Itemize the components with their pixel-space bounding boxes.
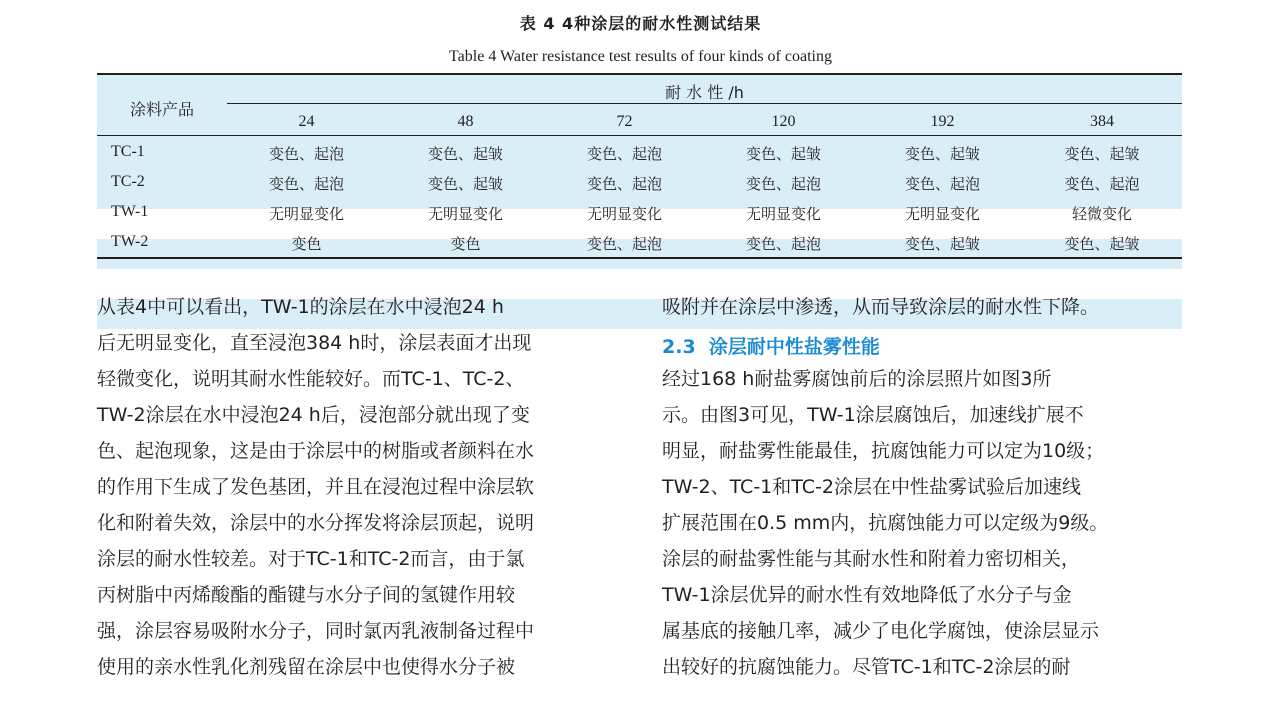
paragraph-line: TW-2涂层在水中浸泡24 h后，浸泡部分就出现了变 bbox=[97, 404, 530, 426]
paragraph-line: 示。由图3可见，TW-1涂层腐蚀后，加速线扩展不 bbox=[662, 404, 1084, 426]
header-hour: 72 bbox=[616, 113, 633, 130]
paragraph-line: 丙树脂中丙烯酸酯的酯键与水分子间的氢键作用较 bbox=[97, 584, 516, 606]
table-cell: 无明显变化 bbox=[745, 205, 821, 223]
table-cell: 变色、起泡 bbox=[904, 175, 980, 193]
paragraph-line: 后无明显变化，直至浸泡384 h时，涂层表面才出现 bbox=[97, 332, 532, 354]
section-heading bbox=[662, 332, 880, 359]
paragraph-line: 色、起泡现象，这是由于涂层中的树脂或者颜料在水 bbox=[97, 440, 535, 462]
table-cell: 变色、起皱 bbox=[904, 145, 980, 163]
header-hour: 192 bbox=[930, 113, 955, 130]
table-cell: 变色、起泡 bbox=[745, 235, 821, 253]
row-label: TC-2 bbox=[111, 173, 145, 190]
paragraph-line: 使用的亲水性乳化剂残留在涂层中也使得水分子被 bbox=[97, 656, 516, 678]
row-label: TW-1 bbox=[111, 203, 149, 220]
section-title: 涂层耐中性盐雾性能 bbox=[708, 336, 880, 358]
paragraph-line: 涂层的耐盐雾性能与其耐水性和附着力密切相关， bbox=[662, 548, 1081, 570]
paragraph-line: 强，涂层容易吸附水分子，同时氯丙乳液制备过程中 bbox=[97, 620, 535, 642]
table-cell: 变色、起泡 bbox=[586, 145, 662, 163]
header-hour: 48 bbox=[457, 113, 474, 130]
row-label: TC-1 bbox=[111, 143, 145, 160]
table-cell: 变色 bbox=[450, 235, 481, 253]
table-title-cn: 表 4 4种涂层的耐水性测试结果 bbox=[519, 14, 762, 33]
table-cell: 无明显变化 bbox=[586, 205, 662, 223]
table-top-rule bbox=[97, 73, 1182, 75]
paragraph-line: 轻微变化，说明其耐水性能较好。而TC-1、TC-2、 bbox=[97, 368, 525, 390]
table-cell: 变色、起泡 bbox=[586, 235, 662, 253]
paragraph-line: 扩展范围在0.5 mm内，抗腐蚀能力可以定级为9级。 bbox=[662, 512, 1109, 534]
table-bottom-rule bbox=[97, 257, 1182, 259]
row-label: TW-2 bbox=[111, 233, 149, 250]
table-cell: 变色、起泡 bbox=[586, 175, 662, 193]
table-cell: 变色、起泡 bbox=[1064, 175, 1140, 193]
paragraph-line: 从表4中可以看出，TW-1的涂层在水中浸泡24 h bbox=[97, 296, 504, 318]
table-cell: 变色 bbox=[291, 235, 322, 253]
paragraph-line: 明显，耐盐雾性能最佳，抗腐蚀能力可以定为10级； bbox=[662, 440, 1105, 462]
header-hour: 384 bbox=[1090, 113, 1114, 130]
paragraph-line: 经过168 h耐盐雾腐蚀前后的涂层照片如图3所 bbox=[662, 368, 1052, 390]
table-cell: 变色、起皱 bbox=[427, 175, 503, 193]
table-cell: 变色、起皱 bbox=[427, 145, 503, 163]
table-cell: 变色、起泡 bbox=[745, 175, 821, 193]
header-hour: 24 bbox=[298, 113, 315, 130]
paragraph-line: 属基底的接触几率，减少了电化学腐蚀，使涂层显示 bbox=[662, 620, 1100, 642]
table-group-rule bbox=[227, 103, 1182, 104]
section-number: 2.3 bbox=[662, 336, 696, 358]
table-cell: 无明显变化 bbox=[427, 205, 503, 223]
table-cell: 变色、起皱 bbox=[1064, 145, 1140, 163]
paragraph-line: 化和附着失效，涂层中的水分挥发将涂层顶起，说明 bbox=[97, 512, 535, 534]
table-cell: 轻微变化 bbox=[1071, 205, 1132, 223]
header-water-resistance: 耐 水 性 /h bbox=[665, 83, 744, 102]
header-product: 涂料产品 bbox=[129, 100, 194, 119]
table-cell: 变色、起皱 bbox=[1064, 235, 1140, 253]
water-resistance-table bbox=[97, 73, 1182, 259]
paragraph-line: 吸附并在涂层中渗透，从而导致涂层的耐水性下降。 bbox=[662, 296, 1100, 318]
paragraph-line: TW-1涂层优异的耐水性有效地降低了水分子与金 bbox=[662, 584, 1072, 606]
paragraph-line: 的作用下生成了发色基团，并且在浸泡过程中涂层软 bbox=[97, 476, 535, 498]
paragraph-line: TW-2、TC-1和TC-2涂层在中性盐雾试验后加速线 bbox=[662, 476, 1081, 498]
table-cell: 变色、起泡 bbox=[268, 175, 344, 193]
paragraph-line: 涂层的耐水性较差。对于TC-1和TC-2而言，由于氯 bbox=[97, 548, 525, 570]
table-title-en: Table 4 Water resistance test results of four kinds of coating bbox=[449, 48, 832, 65]
paragraph-line: 出较好的抗腐蚀能力。尽管TC-1和TC-2涂层的耐 bbox=[662, 656, 1071, 678]
table-cell: 无明显变化 bbox=[268, 205, 344, 223]
header-hour: 120 bbox=[771, 113, 796, 130]
table-cell: 无明显变化 bbox=[904, 205, 980, 223]
table-cell: 变色、起皱 bbox=[745, 145, 821, 163]
table-header-rule bbox=[97, 135, 1182, 136]
table-cell: 变色、起泡 bbox=[268, 145, 344, 163]
table-cell: 变色、起皱 bbox=[904, 235, 980, 253]
